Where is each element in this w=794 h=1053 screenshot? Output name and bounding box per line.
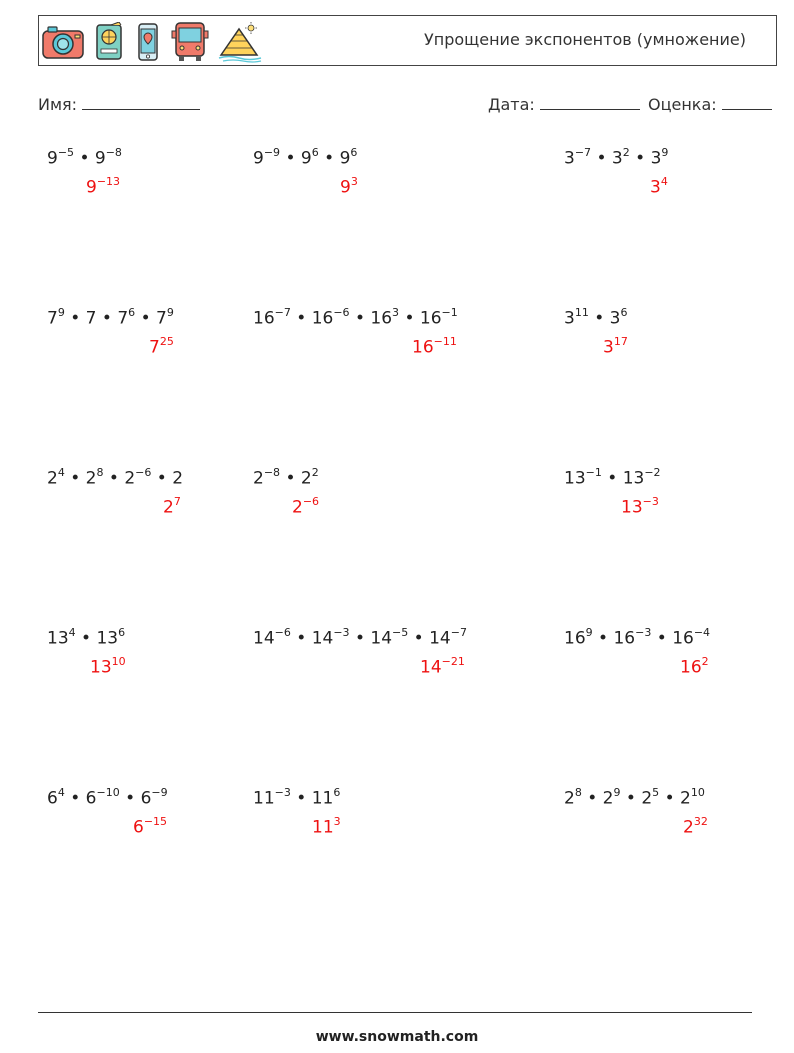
power-base: 2: [163, 497, 174, 518]
power-base: 16: [311, 308, 334, 329]
power-exponent: 6: [350, 146, 358, 159]
name-label: Имя:: [38, 95, 78, 114]
problem-expression: [47, 307, 174, 329]
power-exponent: 6: [311, 146, 319, 159]
power-base: 7: [47, 308, 58, 329]
date-blank-line[interactable]: [540, 95, 640, 110]
multiply-dot: •: [64, 468, 86, 489]
multiply-dot: •: [588, 308, 610, 329]
power-exponent: −7: [274, 306, 291, 319]
power-base: 9: [300, 148, 312, 169]
power-base: 2: [172, 468, 184, 489]
answer-expression: [90, 656, 126, 678]
power-base: 11: [253, 788, 275, 809]
power-base: 13: [621, 497, 643, 518]
problem-expression: [564, 147, 668, 169]
multiply-dot: •: [651, 628, 673, 649]
power-base: 2: [47, 468, 58, 489]
multiply-dot: •: [659, 788, 681, 809]
power-exponent: −6: [135, 466, 152, 479]
power-exponent: 5: [652, 786, 660, 799]
multiply-dot: •: [290, 788, 312, 809]
power-base: 2: [85, 468, 97, 489]
power-exponent: 2: [311, 466, 319, 479]
problem-expression: [47, 787, 168, 809]
power-exponent: −5: [57, 146, 75, 159]
power-exponent: 6: [333, 786, 341, 799]
score-field: [648, 95, 772, 114]
power-base: 6: [140, 788, 152, 809]
power-exponent: −13: [96, 175, 121, 188]
power-base: 3: [611, 148, 623, 169]
answer-expression: [163, 496, 181, 518]
power-exponent: −21: [441, 655, 465, 668]
problem-expression: [253, 627, 467, 649]
answer-expression: [683, 816, 708, 838]
power-base: 2: [124, 468, 136, 489]
power-exponent: −8: [263, 466, 281, 479]
power-base: 7: [156, 308, 167, 329]
power-exponent: −6: [333, 306, 350, 319]
answer-expression: [412, 336, 457, 358]
multiply-dot: •: [290, 308, 312, 329]
power-exponent: 32: [693, 815, 708, 828]
power-exponent: −1: [441, 306, 458, 319]
power-exponent: 9: [661, 146, 669, 159]
power-exponent: 17: [613, 335, 628, 348]
date-label: Дата:: [488, 95, 535, 114]
answer-expression: [312, 816, 341, 838]
footer-divider: [38, 1012, 752, 1013]
phone-location-icon: [133, 22, 163, 62]
power-exponent: 3: [392, 306, 400, 319]
power-exponent: −7: [574, 146, 592, 159]
power-base: 7: [149, 337, 160, 358]
answer-expression: [621, 496, 659, 518]
multiply-dot: •: [601, 468, 623, 489]
power-base: 11: [312, 817, 334, 838]
power-base: 11: [311, 788, 334, 809]
multiply-dot: •: [399, 308, 420, 329]
power-exponent: 10: [111, 655, 126, 668]
power-base: 7: [85, 308, 97, 329]
score-blank-line[interactable]: [722, 95, 772, 110]
power-base: 3: [564, 308, 575, 329]
power-exponent: −4: [693, 626, 711, 639]
multiply-dot: •: [96, 308, 118, 329]
problem-expression: [564, 307, 628, 329]
power-base: 7: [117, 308, 129, 329]
power-base: 2: [602, 788, 614, 809]
problem-expression: [564, 627, 710, 649]
power-base: 13: [90, 657, 112, 678]
power-exponent: 3: [350, 175, 358, 188]
footer-url: www.snowmath.com: [315, 1029, 479, 1045]
multiply-dot: •: [290, 628, 312, 649]
worksheet-title: Упрощение экспонентов (умножение): [424, 30, 746, 49]
power-base: 14: [429, 628, 451, 649]
power-base: 2: [680, 788, 691, 809]
problem-expression: [564, 467, 661, 489]
power-exponent: 4: [68, 626, 76, 639]
power-exponent: −8: [105, 146, 122, 159]
power-base: 9: [94, 148, 106, 169]
power-exponent: −3: [333, 626, 350, 639]
power-exponent: 9: [57, 306, 65, 319]
power-base: 16: [370, 308, 393, 329]
multiply-dot: •: [280, 148, 301, 169]
power-exponent: 11: [574, 306, 589, 319]
power-exponent: 10: [690, 786, 705, 799]
power-base: 16: [672, 628, 694, 649]
bus-icon: [171, 21, 209, 63]
power-base: 16: [613, 628, 636, 649]
power-exponent: −3: [274, 786, 291, 799]
power-exponent: −3: [642, 495, 659, 508]
multiply-dot: •: [592, 628, 614, 649]
date-field: [488, 95, 640, 114]
power-base: 16: [419, 308, 442, 329]
multiply-dot: •: [581, 788, 603, 809]
worksheet-header: [38, 15, 777, 66]
power-base: 6: [85, 788, 97, 809]
power-exponent: −5: [392, 626, 409, 639]
power-base: 2: [564, 788, 575, 809]
name-blank-line[interactable]: [82, 95, 200, 110]
problem-expression: [47, 147, 122, 169]
multiply-dot: •: [349, 628, 371, 649]
answer-expression: [86, 176, 120, 198]
power-base: 2: [253, 468, 264, 489]
multiply-dot: •: [280, 468, 301, 489]
power-exponent: −9: [263, 146, 281, 159]
answer-expression: [680, 656, 709, 678]
multiply-dot: •: [591, 148, 612, 169]
score-label: Оценка:: [648, 95, 717, 114]
power-exponent: −3: [635, 626, 652, 639]
power-base: 9: [86, 177, 97, 198]
passport-icon: [93, 22, 125, 62]
multiply-dot: •: [135, 308, 157, 329]
multiply-dot: •: [64, 788, 86, 809]
power-exponent: −9: [151, 786, 168, 799]
power-base: 16: [253, 308, 275, 329]
multiply-dot: •: [620, 788, 642, 809]
multiply-dot: •: [64, 308, 86, 329]
power-base: 3: [650, 148, 662, 169]
power-base: 13: [47, 628, 69, 649]
problem-expression: [253, 467, 319, 489]
power-base: 3: [603, 337, 614, 358]
power-base: 6: [47, 788, 58, 809]
power-exponent: 9: [585, 626, 593, 639]
multiply-dot: •: [75, 628, 97, 649]
multiply-dot: •: [103, 468, 125, 489]
power-base: 9: [253, 148, 264, 169]
power-exponent: −10: [96, 786, 120, 799]
multiply-dot: •: [119, 788, 141, 809]
power-base: 16: [412, 337, 434, 358]
answer-expression: [340, 176, 358, 198]
answer-expression: [420, 656, 465, 678]
power-exponent: 8: [96, 466, 104, 479]
answer-expression: [133, 816, 167, 838]
power-exponent: −15: [143, 815, 168, 828]
power-exponent: 25: [159, 335, 174, 348]
power-exponent: 2: [622, 146, 630, 159]
power-exponent: 9: [613, 786, 621, 799]
multiply-dot: •: [629, 148, 651, 169]
power-base: 14: [420, 657, 442, 678]
header-icons: [41, 19, 263, 65]
power-exponent: −6: [302, 495, 320, 508]
power-base: 14: [311, 628, 334, 649]
power-base: 13: [564, 468, 586, 489]
problem-expression: [253, 307, 458, 329]
power-exponent: −11: [433, 335, 457, 348]
problem-expression: [564, 787, 705, 809]
camera-icon: [41, 22, 85, 62]
power-exponent: −7: [450, 626, 467, 639]
power-base: 14: [253, 628, 275, 649]
power-exponent: 6: [118, 626, 126, 639]
power-base: 13: [622, 468, 645, 489]
power-base: 6: [133, 817, 144, 838]
power-base: 2: [300, 468, 312, 489]
power-exponent: −2: [644, 466, 661, 479]
power-base: 16: [680, 657, 702, 678]
problem-expression: [47, 467, 183, 489]
problem-expression: [47, 627, 125, 649]
pyramid-icon: [217, 21, 263, 63]
power-base: 13: [96, 628, 119, 649]
power-exponent: 2: [701, 655, 709, 668]
power-exponent: 6: [620, 306, 628, 319]
answer-expression: [603, 336, 628, 358]
answer-expression: [149, 336, 174, 358]
name-field: [38, 95, 200, 114]
multiply-dot: •: [318, 148, 340, 169]
power-base: 16: [564, 628, 586, 649]
problem-expression: [253, 147, 357, 169]
multiply-dot: •: [151, 468, 173, 489]
power-exponent: 3: [333, 815, 341, 828]
power-base: 9: [339, 148, 351, 169]
multiply-dot: •: [74, 148, 95, 169]
problem-expression: [253, 787, 340, 809]
power-base: 3: [609, 308, 621, 329]
power-base: 3: [650, 177, 661, 198]
power-base: 14: [370, 628, 393, 649]
power-exponent: 4: [57, 466, 65, 479]
answer-expression: [650, 176, 668, 198]
power-exponent: 8: [574, 786, 582, 799]
power-exponent: 7: [173, 495, 181, 508]
power-exponent: −6: [274, 626, 291, 639]
power-exponent: −1: [585, 466, 602, 479]
power-exponent: 4: [660, 175, 668, 188]
power-base: 9: [340, 177, 351, 198]
power-base: 3: [564, 148, 575, 169]
power-base: 2: [292, 497, 303, 518]
power-base: 2: [641, 788, 653, 809]
power-base: 2: [683, 817, 694, 838]
power-exponent: 6: [128, 306, 136, 319]
multiply-dot: •: [349, 308, 371, 329]
power-exponent: 9: [166, 306, 174, 319]
power-exponent: 4: [57, 786, 65, 799]
answer-expression: [292, 496, 319, 518]
multiply-dot: •: [408, 628, 430, 649]
power-base: 9: [47, 148, 58, 169]
